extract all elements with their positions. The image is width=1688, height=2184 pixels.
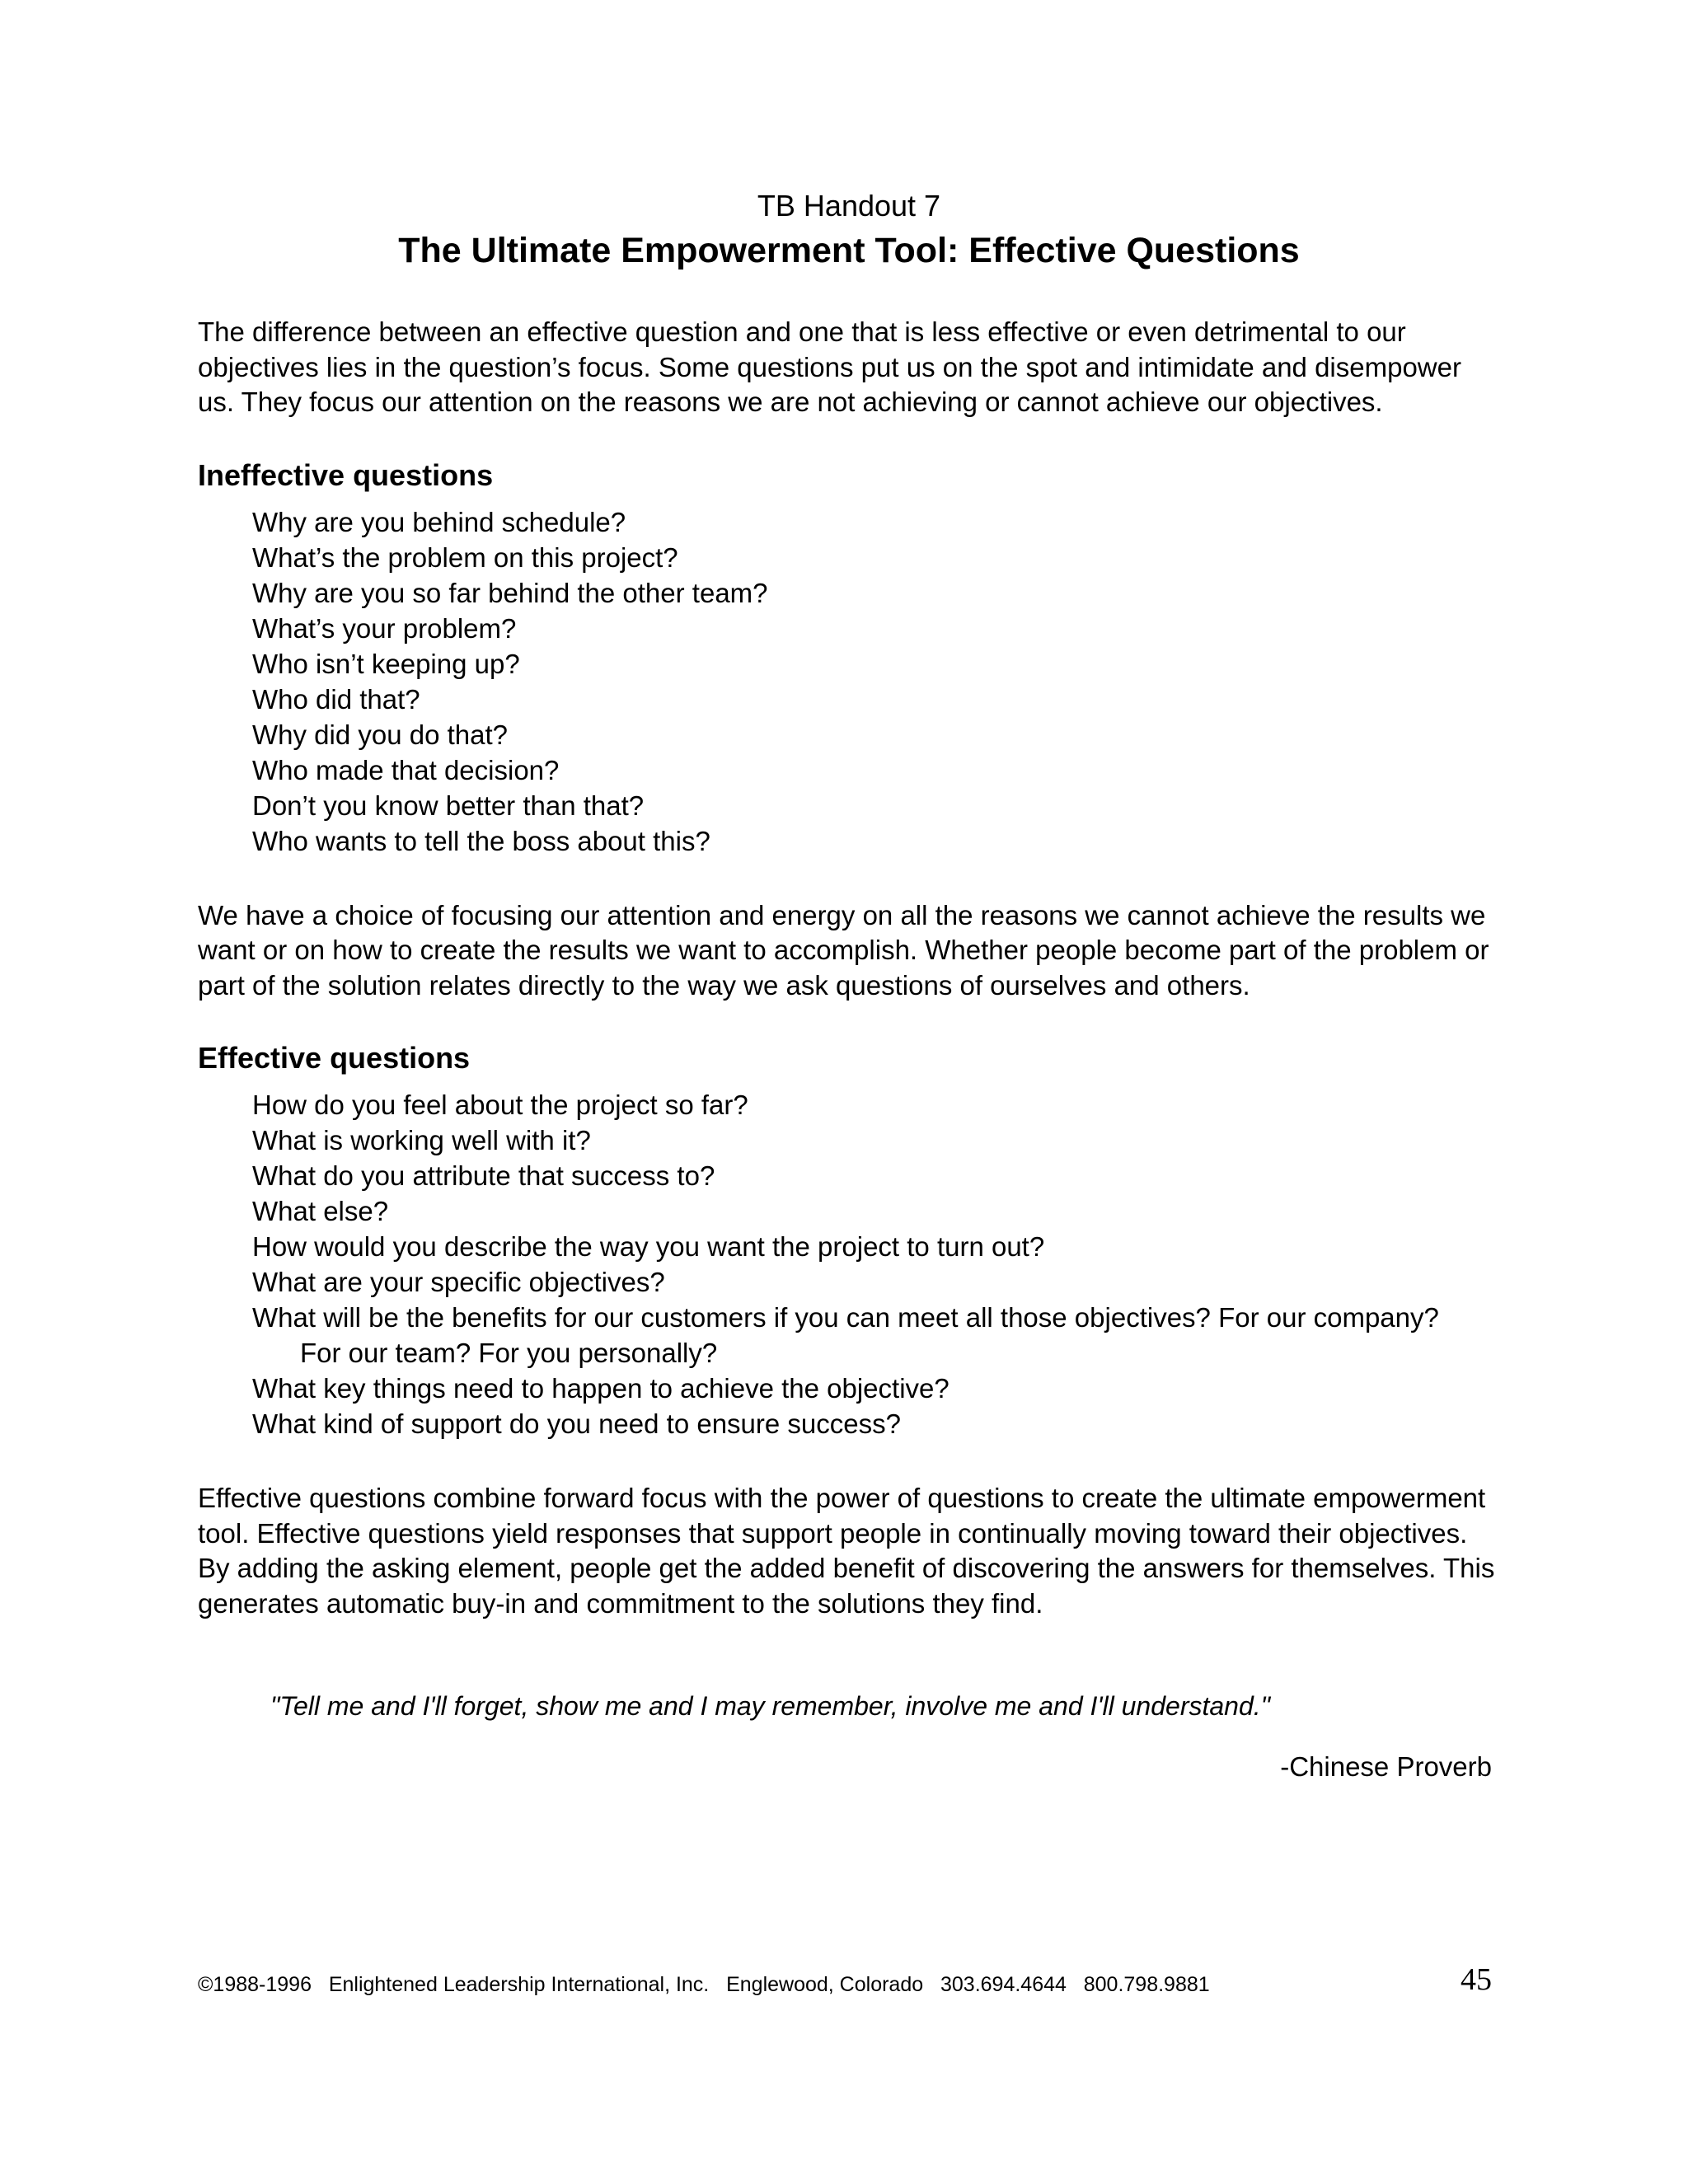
list-item: Why are you behind schedule? bbox=[252, 506, 626, 537]
proverb-quote: "Tell me and I'll forget, show me and I may remember, involve me and I'll understand." bbox=[270, 1691, 1270, 1721]
intro-paragraph: The difference between an effective question and one that is less effective or even detrimental to our objectives lies in the question’s focus. Some questions put us on the spot and intimidate and disempower us. They focus our attention on the reasons we are not achieving or cannot achieve our objectives. bbox=[198, 316, 1461, 417]
list-item: What kind of support do you need to ensure success? bbox=[252, 1408, 901, 1439]
list-item: Who made that decision? bbox=[252, 754, 560, 785]
handout-label: TB Handout 7 bbox=[757, 189, 941, 223]
list-item: Who did that? bbox=[252, 683, 420, 715]
list-item-continuation: For our team? For you personally? bbox=[300, 1338, 718, 1368]
page-number: 45 bbox=[1461, 1962, 1492, 1997]
list-item: What are your specific objectives? bbox=[252, 1267, 665, 1297]
list-item: What key things need to happen to achieve the objective? bbox=[252, 1373, 950, 1404]
list-item: What is working well with it? bbox=[252, 1125, 591, 1155]
footer-copyright: ©1988-1996 Enlightened Leadership International, Inc. Englewood, Colorado 303.694.4644 800.798.9881 bbox=[198, 1973, 1210, 1996]
list-item: Why are you so far behind the other team? bbox=[252, 577, 768, 608]
page-title: The Ultimate Empowerment Tool: Effective Questions bbox=[398, 231, 1300, 270]
ineffective-questions-list bbox=[252, 504, 1500, 859]
effective-questions-heading: Effective questions bbox=[198, 1041, 471, 1075]
closing-paragraph: Effective questions combine forward focus with the power of questions to create the ultimate empowerment tool. Effective questions yield responses that support people in continually moving toward their objectives. By adding the asking element, people get the added benefit of discovering the answers for themselves. This generates automatic buy-in and commitment to the solutions they find. bbox=[198, 1483, 1495, 1619]
list-item: What do you attribute that success to? bbox=[252, 1160, 715, 1191]
effective-questions-list bbox=[252, 1087, 1500, 1441]
page-footer bbox=[198, 1961, 1500, 2003]
list-item-text: What will be the benefits for our customers if you can meet all those objectives? For our company? bbox=[252, 1302, 1439, 1333]
list-item: What else? bbox=[252, 1196, 389, 1226]
list-item: Why did you do that? bbox=[252, 719, 509, 750]
quote-attribution: -Chinese Proverb bbox=[1280, 1751, 1492, 1782]
list-item: Don’t you know better than that? bbox=[252, 790, 645, 821]
list-item: Who wants to tell the boss about this? bbox=[252, 825, 710, 856]
list-item: What’s the problem on this project? bbox=[252, 541, 678, 573]
list-item bbox=[252, 1300, 1500, 1371]
page-content bbox=[198, 188, 1500, 1784]
list-item: How do you feel about the project so far? bbox=[252, 1090, 748, 1120]
list-item: What’s your problem? bbox=[252, 612, 517, 644]
choice-paragraph: We have a choice of focusing our attention and energy on all the reasons we cannot achieve the results we want or on how to create the results we want to accomplish. Whether people become part of the problem or part of the solution relates directly to the way we ask questions of ourselves and others. bbox=[198, 899, 1489, 1001]
list-item: How would you describe the way you want the project to turn out? bbox=[252, 1231, 1045, 1262]
ineffective-questions-heading: Ineffective questions bbox=[198, 457, 494, 492]
list-item: Who isn’t keeping up? bbox=[252, 648, 520, 679]
